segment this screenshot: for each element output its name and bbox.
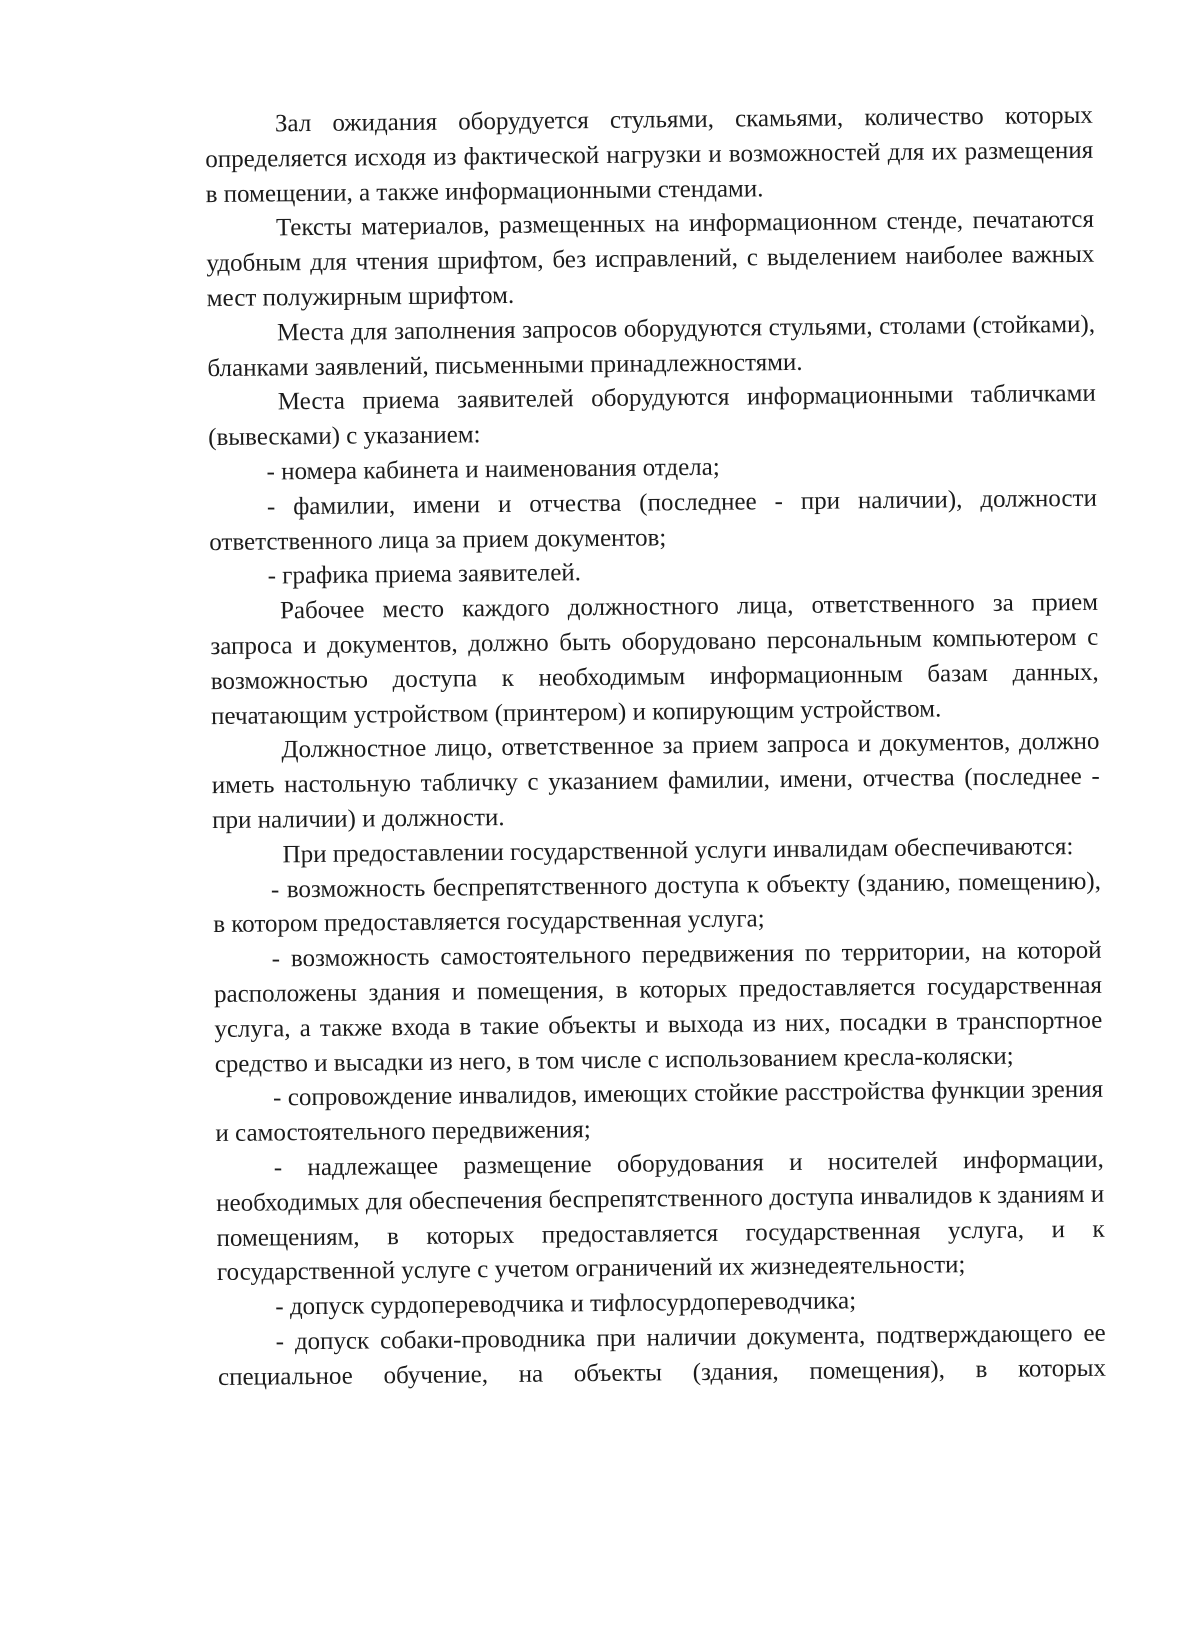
paragraph-desk-plate: Должностное лицо, ответственное за прием запроса и документов, должно иметь настольную табличку с указанием фамилии, имени, отчества (последнее - при наличии) и должности. <box>211 728 1100 834</box>
list-item-equipment-placement: - надлежащее размещение оборудования и носителей информации, необходимых для обеспечения беспрепятственного доступа инвалидов к зданиям и помещениям, в которых предоставляется государственная услуга, и к государственной услуге с учетом ограничений их жизнедеятельности; <box>216 1145 1105 1287</box>
paragraph-disabled-provisions: При предоставлении государственной услуги инвалидам обеспечиваются: <box>282 832 1074 869</box>
list-item-escort: - сопровождение инвалидов, имеющих стойкие расстройства функции зрения и самостоятельного передвижения; <box>215 1076 1104 1148</box>
list-item-guide-dog: - допуск собаки-проводника при наличии документа, подтверждающего ее специальное обучение, на объекты (здания, помещения), в которых <box>217 1319 1107 1391</box>
paragraph-reception-places: Места приема заявителей оборудуются информационными табличками (вывесками) с указанием: <box>208 380 1096 452</box>
paragraph-stand-texts: Тексты материалов, размещенных на информационном стенде, печатаются удобным для чтения шрифтом, без исправлений, с выделением наиболее важных мест полужирным шрифтом. <box>206 206 1095 313</box>
list-item-sign-interpreter: - допуск сурдопереводчика и тифлосурдопереводчика; <box>275 1287 857 1321</box>
paragraph-request-places: Места для заполнения запросов оборудуются стульями, столами (стойками), бланками заявлений, письменными принадлежностями. <box>207 310 1096 382</box>
list-item-reception-schedule: - графика приема заявителей. <box>267 559 582 590</box>
list-item-office-number: - номера кабинета и наименования отдела; <box>266 453 720 486</box>
list-item-independent-movement: - возможность самостоятельного передвижения по территории, на которой расположены здания и помещения, в которых предоставляется государственная услуга, а также входа в такие объекты и выхода из них, посадки в транспортное средство и высадки из него, в том числе с использованием кресла-коляски; <box>213 936 1103 1078</box>
list-item-unimpeded-access: - возможность беспрепятственного доступа к объекту (зданию, помещению), в котором предоставляется государственная услуга; <box>213 867 1102 939</box>
paragraph-waiting-room: Зал ожидания оборудуется стульями, скамьями, количество которых определяется исходя из фактической нагрузки и возможностей для их размещения в помещении, а также информационными стендами. <box>205 101 1094 208</box>
paragraph-workplace: Рабочее место каждого должностного лица, ответственного за прием запроса и документов, должно быть оборудовано персональным компьютером с возможностью доступа к необходимым информационным базам данных, печатающим устройством (принтером) и копирующим устройством. <box>210 588 1099 730</box>
list-item-responsible-person: - фамилии, имени и отчества (последнее - при наличии), должности ответственного лица за прием документов; <box>209 484 1098 556</box>
document-body <box>205 99 1106 1396</box>
